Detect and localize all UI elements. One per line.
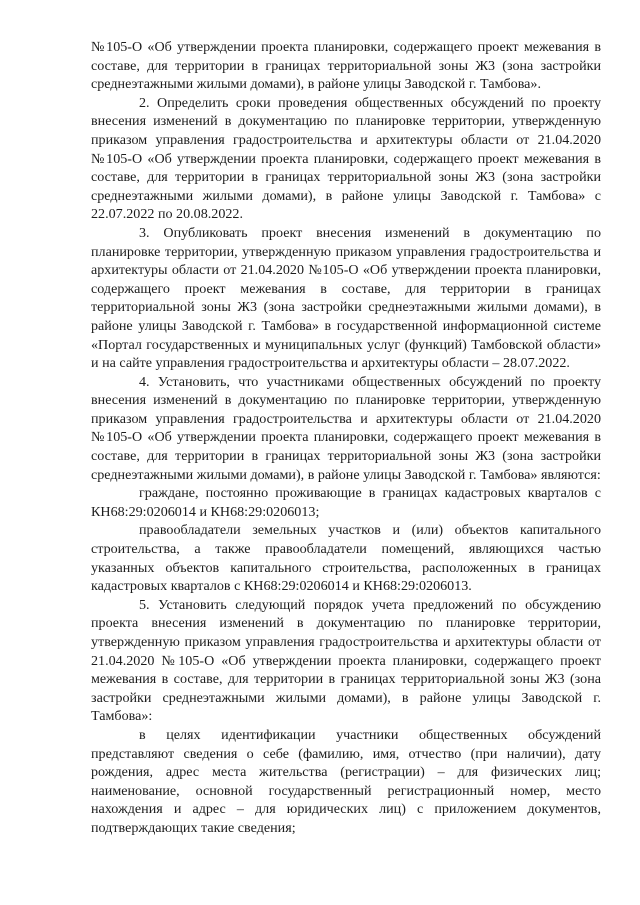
paragraph-item-2: 2. Определить сроки проведения общественных обсуждений по проекту внесения изменений в документацию по планировке территории, утвержденную приказом управления градостроительства и архитектуры области от 21.04.2020 №105-О «Об утверждении проекта планировки, содержащего проект межевания в составе, для территории в границах территориальной зоны Ж3 (зона застройки среднеэтажными жилыми домами), в районе улицы Заводской г. Тамбова» с 22.07.2022 по 20.08.2022. [91,94,601,223]
paragraph-identification: в целях идентификации участники общественных обсуждений представляют сведения о себе (фамилию, имя, отчество (при наличии), дату рождения, адрес места жительства (регистрации) – для физических лиц; наименование, основной государственный регистрационный номер, место нахождения и адрес – для юридических лиц) с приложением документов, подтверждающих такие сведения; [91,726,601,836]
paragraph-item-3: 3. Опубликовать проект внесения изменений в документацию по планировке территории, утвержденную приказом управления градостроительства и архитектуры области от 21.04.2020 №105-О «Об утверждении проекта планировки, содержащего проект межевания в составе, для территории в границах территориальной зоны Ж3 (зона застройки среднеэтажными жилыми домами), в районе улицы Заводской г. Тамбова» в государственной информационной системе «Портал государственных и муниципальных услуг (функций) Тамбовской области» и на сайте управления градостроительства и архитектуры области – 28.07.2022. [91,224,601,372]
paragraph-participants-owners: правообладатели земельных участков и (или) объектов капитального строительства, а также правообладатели помещений, являющихся частью указанных объектов капитального строительства, расположенных в границах кадастровых кварталов с КН68:29:0206014 и КН68:29:0206013. [91,522,601,595]
document-body [91,38,601,838]
paragraph-item-4: 4. Установить, что участниками общественных обсуждений по проекту внесения изменений в документацию по планировке территории, утвержденную приказом управления градостроительства и архитектуры области от 21.04.2020 №105-О «Об утверждении проекта планировки, содержащего проект межевания в составе, для территории в границах территориальной зоны Ж3 (зона застройки среднеэтажными жилыми домами), в районе улицы Заводской г. Тамбова» являются: [91,373,601,483]
paragraph-participants-citizens: граждане, постоянно проживающие в границах кадастровых кварталов с КН68:29:0206014 и КН68:29:0206013; [91,485,601,520]
paragraph-continuation: №105-О «Об утверждении проекта планировки, содержащего проект межевания в составе, для территории в границах территориальной зоны Ж3 (зона застройки среднеэтажными жилыми домами), в районе улицы Заводской г. Тамбова». [91,39,601,93]
paragraph-item-5: 5. Установить следующий порядок учета предложений по обсуждению проекта внесения изменений в документацию по планировке территории, утвержденную приказом управления градостроительства и архитектуры области от 21.04.2020 №105-О «Об утверждении проекта планировки, содержащего проект межевания в составе, для территории в границах территориальной зоны Ж3 (зона застройки среднеэтажными жилыми домами), в районе улицы Заводской г. Тамбова»: [91,596,601,725]
